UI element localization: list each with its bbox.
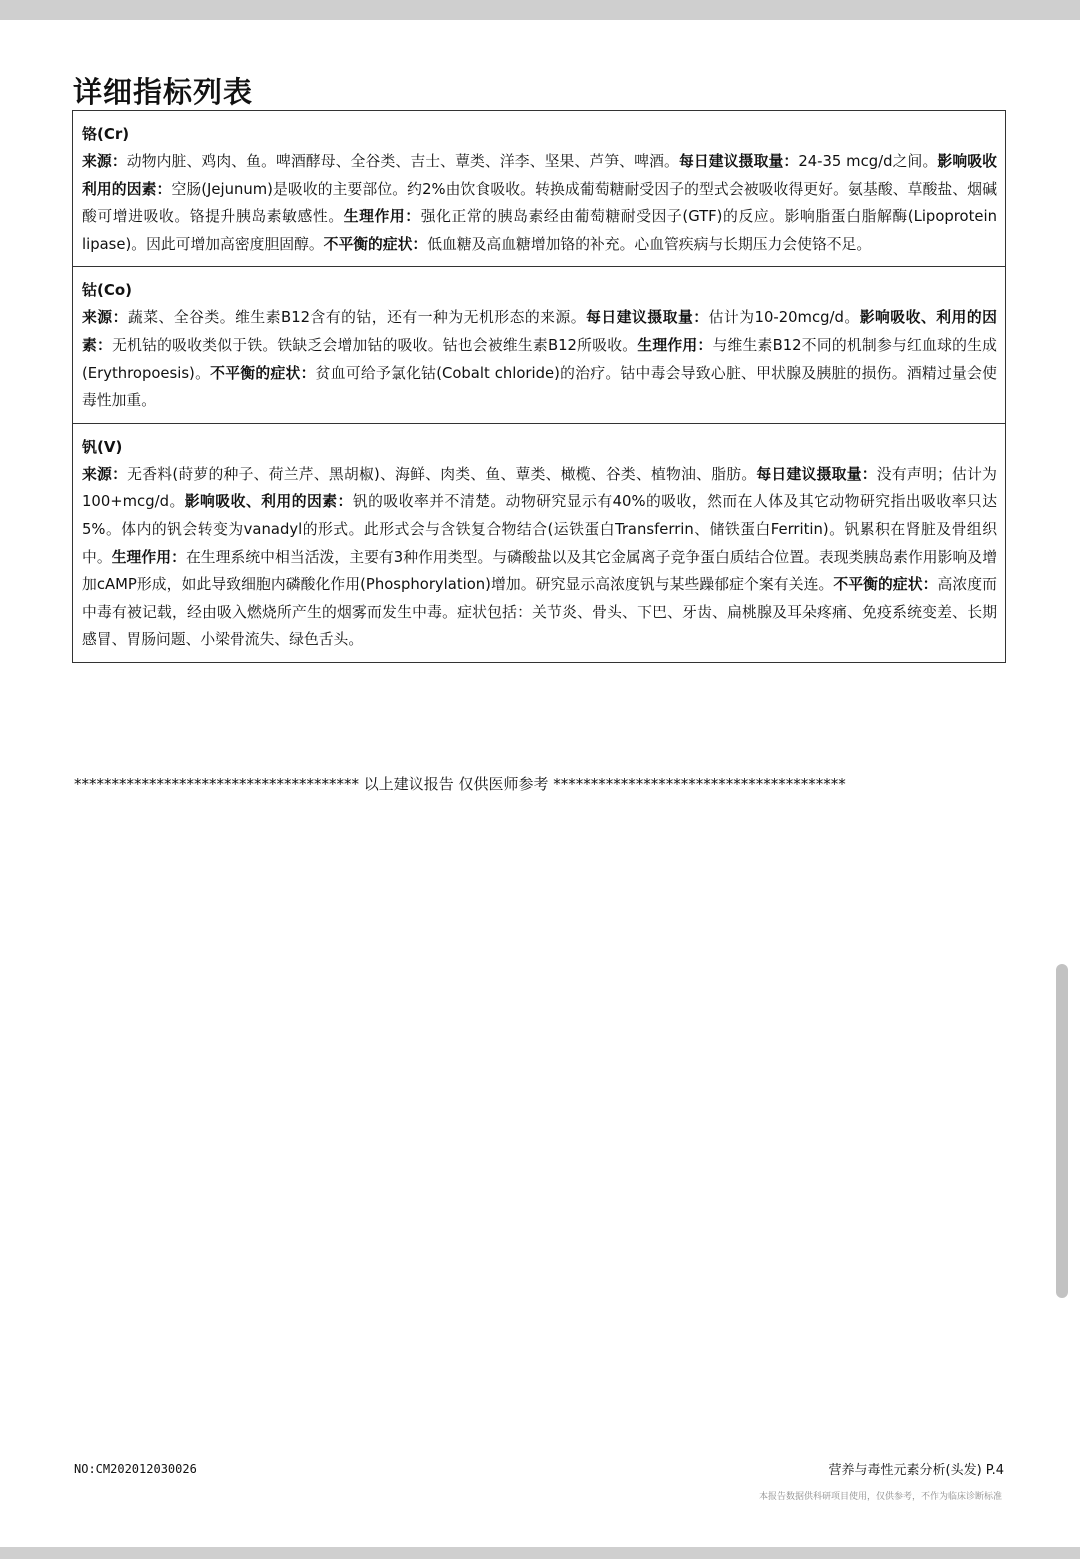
entry-title: 钴(Co) — [82, 281, 133, 300]
field-label: 生理作用： — [343, 208, 421, 226]
field-label: 生理作用： — [637, 336, 713, 354]
field-label: 不平衡的症状： — [833, 576, 938, 594]
field-text: 没有声明；估计为100+mcg/d。 — [82, 465, 997, 511]
field-label: 不平衡的症状： — [323, 235, 428, 253]
field-text: 在生理系统中相当活泼，主要有3种作用类型。与磷酸盐以及其它金属离子竞争蛋白质结合位置。表现类胰岛素作用影响及增加cAMP形成，如此导致细胞内磷酸化作用(Phosphorylation)增加。研究显示高浓度钒与某些躁郁症个案有关连。 — [82, 548, 997, 594]
document-number: NO:CM202012030026 — [74, 1462, 197, 1476]
entry-chromium — [73, 111, 1005, 267]
field-text: 钒的吸收率并不清楚。动物研究显示有40%的吸收，然而在人体及其它动物研究指出吸收率只达5%。体内的钒会转变为vanadyl的形式。此形式会与含铁复合物结合(运铁蛋白Transferrin、储铁蛋白Ferritin)。钒累积在肾脏及骨组织中。 — [82, 493, 997, 566]
top-bar — [0, 0, 1080, 20]
entry-body — [82, 461, 997, 654]
entry-body — [82, 304, 997, 414]
entry-cobalt — [73, 267, 1005, 423]
footer-note: 本报告数据供科研项目使用，仅供参考，不作为临床诊断标准 — [758, 1492, 1002, 1502]
entry-vanadium — [73, 424, 1005, 662]
field-label: 不平衡的症状： — [210, 364, 316, 382]
field-label: 来源： — [82, 309, 128, 327]
field-text: 空肠(Jejunum)是吸收的主要部位。约2%由饮食吸收。转换成葡萄糖耐受因子的型式会被吸收得更好。氨基酸、草酸盐、烟碱酸可增进吸收。铬提升胰岛素敏感性。 — [82, 180, 997, 226]
field-text: 强化正常的胰岛素经由葡萄糖耐受因子(GTF)的反应。影响脂蛋白脂解酶(Lipoprotein lipase)。因此可增加高密度胆固醇。 — [82, 208, 997, 253]
field-text: 24-35 mcg/d之间。 — [798, 153, 938, 170]
field-text: 高浓度而中毒有被记载，经由吸入燃烧所产生的烟雾而发生中毒。症状包括：关节炎、骨头、下巴、牙齿、扁桃腺及耳朵疼痛、免疫系统变差、长期感冒、胃肠问题、小梁骨流失、绿色舌头。 — [82, 576, 997, 649]
disclaimer-line: ************************************** 以上建议报告 仅供医师参考 *************************************** — [74, 775, 846, 793]
field-label: 影响吸收利用的因素： — [82, 153, 997, 198]
bottom-bar — [0, 1547, 1080, 1559]
section-title: 详细指标列表 — [73, 75, 254, 109]
field-label: 每日建议摄取量： — [678, 153, 799, 170]
field-label: 影响吸收、利用的因素： — [184, 493, 353, 511]
footer-page-title: 营养与毒性元素分析(头发) P.4 — [828, 1463, 1004, 1478]
indicator-table — [72, 110, 1006, 663]
field-text: 无机钴的吸收类似于铁。铁缺乏会增加钴的吸收。钴也会被维生素B12所吸收。 — [112, 336, 638, 354]
entry-title: 钒(V) — [82, 437, 123, 456]
entry-title: 铬(Cr) — [82, 125, 130, 143]
field-label: 生理作用： — [111, 548, 186, 566]
field-text: 蔬菜、全谷类。维生素B12含有的钴，还有一种为无机形态的来源。 — [127, 309, 587, 327]
field-text: 与维生素B12不同的机制参与红血球的生成(Erythropoesis)。 — [82, 336, 997, 382]
field-label: 每日建议摄取量： — [756, 465, 877, 483]
field-label: 影响吸收、利用的因素： — [82, 309, 997, 354]
field-text: 估计为10-20mcg/d。 — [708, 309, 860, 327]
entry-body — [82, 148, 997, 258]
field-text: 无香料(莳萝的种子、荷兰芹、黑胡椒)、海鲜、肉类、鱼、蕈类、橄榄、谷类、植物油、脂肪。 — [127, 465, 757, 483]
field-text: 动物内脏、鸡肉、鱼。啤酒酵母、全谷类、吉士、蕈类、洋李、坚果、芦笋、啤酒。 — [126, 153, 679, 170]
field-text: 贫血可给予氯化钴(Cobalt chloride)的治疗。钴中毒会导致心脏、甲状腺及胰脏的损伤。酒精过量会使毒性加重。 — [82, 364, 997, 410]
scrollbar-thumb[interactable] — [1056, 964, 1068, 1298]
field-label: 每日建议摄取量： — [586, 309, 709, 327]
field-text: 低血糖及高血糖增加铬的补充。心血管疾病与长期压力会使铬不足。 — [427, 235, 872, 253]
field-label: 来源： — [82, 153, 127, 170]
field-label: 来源： — [82, 465, 128, 483]
